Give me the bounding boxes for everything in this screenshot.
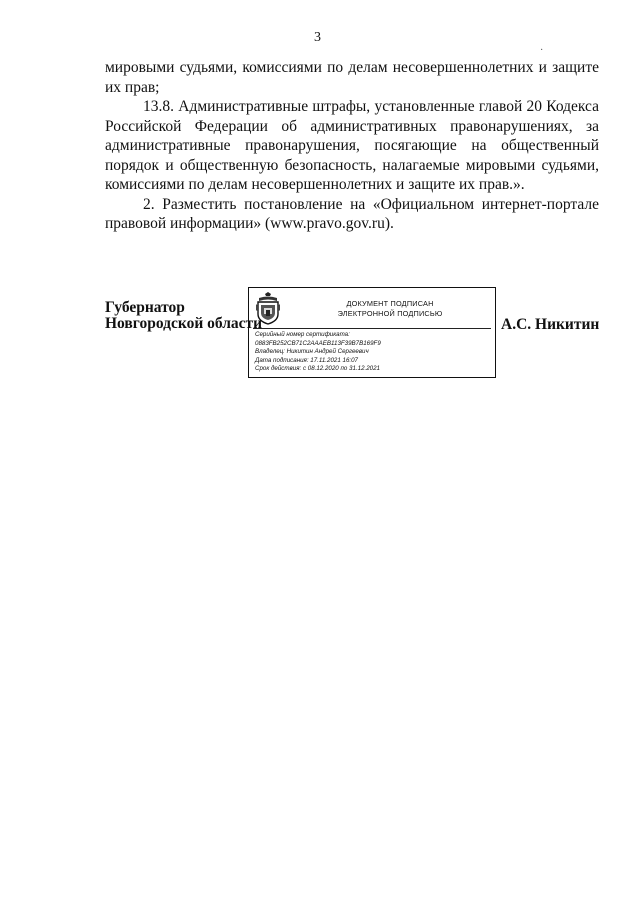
stamp-title-line1: ДОКУМЕНТ ПОДПИСАН — [346, 299, 434, 308]
stamp-title — [289, 299, 491, 318]
scan-artifact: · — [540, 45, 544, 56]
signer-position-line1: Губернатор — [105, 299, 185, 316]
validity-period: Срок действия: с 08.12.2020 по 31.12.2021 — [255, 365, 380, 373]
stamp-header — [253, 292, 491, 329]
page-number: 3 — [314, 30, 321, 45]
signer-position-line2: Новгородской области — [105, 315, 263, 332]
document-body — [105, 58, 599, 234]
signing-date: Дата подписания: 17.11.2021 16:07 — [255, 356, 358, 364]
stamp-title-line2: ЭЛЕКТРОННОЙ ПОДПИСЬЮ — [337, 308, 443, 318]
signer-position — [105, 300, 262, 332]
paragraph-2: 2. Разместить постановление на «Официальном интернет-портале правовой информации» (www.pravo.gov.ru). — [105, 195, 599, 232]
paragraph-continuation: мировыми судьями, комиссиями по делам несовершеннолетних и защите их прав; — [105, 59, 599, 96]
electronic-signature-stamp — [248, 287, 496, 378]
signer-name: А.С. Никитин — [501, 316, 600, 333]
coat-of-arms-icon — [255, 292, 281, 325]
stamp-details — [255, 331, 491, 374]
paragraph-13-8: 13.8. Административные штрафы, установленные главой 20 Кодекса Российской Федерации об административных правонарушениях, за административные правонарушения, посягающие на общественный порядок и общественную безопасность, налагаемые мировыми судьями, комиссиями по делам несовершеннолетних и защите их прав.». — [105, 98, 599, 193]
certificate-number: 0883FB252CB71C2AAAEB113F39B7B169F9 — [255, 339, 381, 347]
certificate-label: Серийный номер сертификата: — [255, 331, 350, 338]
certificate-owner: Владелец: Никитин Андрей Сергеевич — [255, 348, 369, 356]
